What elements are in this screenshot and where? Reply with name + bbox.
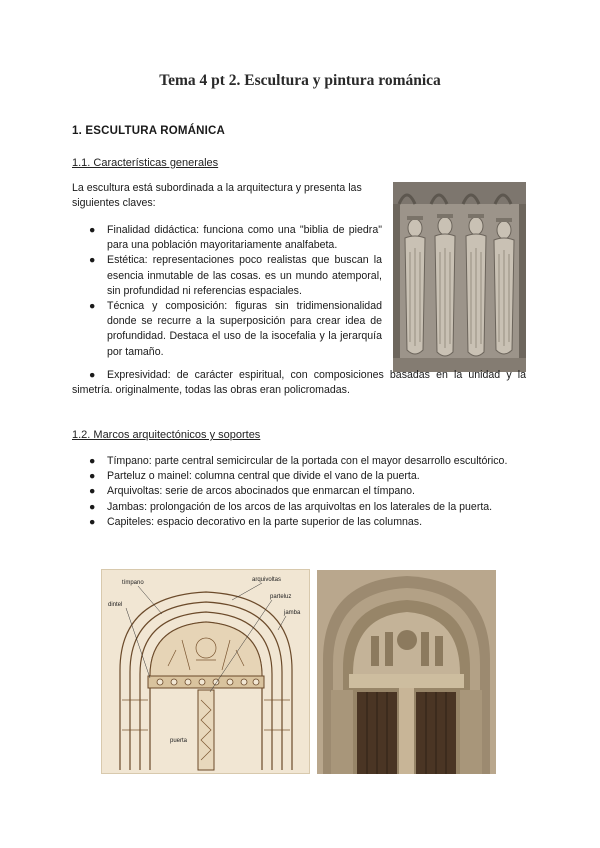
frames-list (72, 454, 526, 530)
jamb-statues-image (393, 182, 526, 372)
subsection-heading-caracteristicas: 1.1. Características generales (72, 157, 219, 169)
list-item: ● Tímpano: parte central semicircular de la portada con el mayor desarrollo escultórico. (72, 454, 526, 469)
jamb-statues-illustration (393, 182, 526, 372)
label-timpano: tímpano (122, 580, 144, 586)
label-parteluz: parteluz (270, 594, 292, 600)
bullet-icon: ● (89, 224, 96, 236)
bullet-icon: ● (89, 485, 96, 498)
label-puerta: puerta (170, 738, 188, 744)
bullet-icon: ● (89, 455, 96, 467)
label-dintel: dintel (108, 602, 123, 608)
bullet-icon: ● (89, 515, 96, 528)
section-heading-escultura: 1. ESCULTURA ROMÁNICA (72, 125, 226, 137)
subsection-heading-marcos: 1.2. Marcos arquitectónicos y soportes (72, 429, 261, 441)
portal-diagram-illustration (102, 570, 309, 773)
list-item: ● Capiteles: espacio decorativo en la parte superior de las columnas. (72, 515, 526, 530)
portal-photo-image (317, 570, 496, 774)
bullet-icon: ● (89, 300, 96, 313)
intro-paragraph (72, 181, 384, 212)
characteristics-list-part1 (72, 223, 382, 360)
portal-diagram-image (101, 569, 310, 774)
expresividad-paragraph (72, 368, 526, 399)
bullet-icon: ● (89, 254, 96, 267)
list-item: ● Finalidad didáctica: funciona como una "biblia de piedra" para una población mayoritariamente analfabeta. (89, 224, 382, 252)
expresividad-text: Expresividad: de carácter espiritual, con composiciones basadas en la unidad y la simetría. originalmente, todas las obras eran policromadas. (72, 369, 526, 397)
page-title: Tema 4 pt 2. Escultura y pintura románica (159, 72, 441, 89)
list-item: ● Arquivoltas: serie de arcos abocinados que enmarcan el tímpano. (72, 484, 526, 499)
label-arquivoltas: arquivoltas (252, 577, 282, 583)
intro-line-1: La escultura está subordinada a la arquitectura y presenta las (72, 182, 362, 194)
list-item: ● Estética: representaciones poco realistas que buscan la esencia inmutable de las cosas. es un mundo atemporal, sin profundidad ni referencias espaciales. (89, 254, 382, 297)
list-item: ● Parteluz o mainel: columna central que divide el vano de la puerta. (72, 469, 526, 484)
bullet-icon: ● (89, 470, 96, 483)
list-item: ● Jambas: prolongación de los arcos de las arquivoltas en los laterales de la puerta. (72, 500, 526, 515)
bullet-icon: ● (89, 500, 96, 513)
bullet-icon: ● (89, 369, 96, 381)
label-jamba: jamba (284, 610, 301, 616)
portal-photo-illustration (317, 570, 496, 774)
intro-line-2: siguientes claves: (72, 197, 156, 210)
list-item: ● Técnica y composición: figuras sin tridimensionalidad donde se recurre a la superposición para crear idea de profundidad. Destaca el uso de la isocefalia y la jerarquía por tamaño. (89, 300, 382, 358)
